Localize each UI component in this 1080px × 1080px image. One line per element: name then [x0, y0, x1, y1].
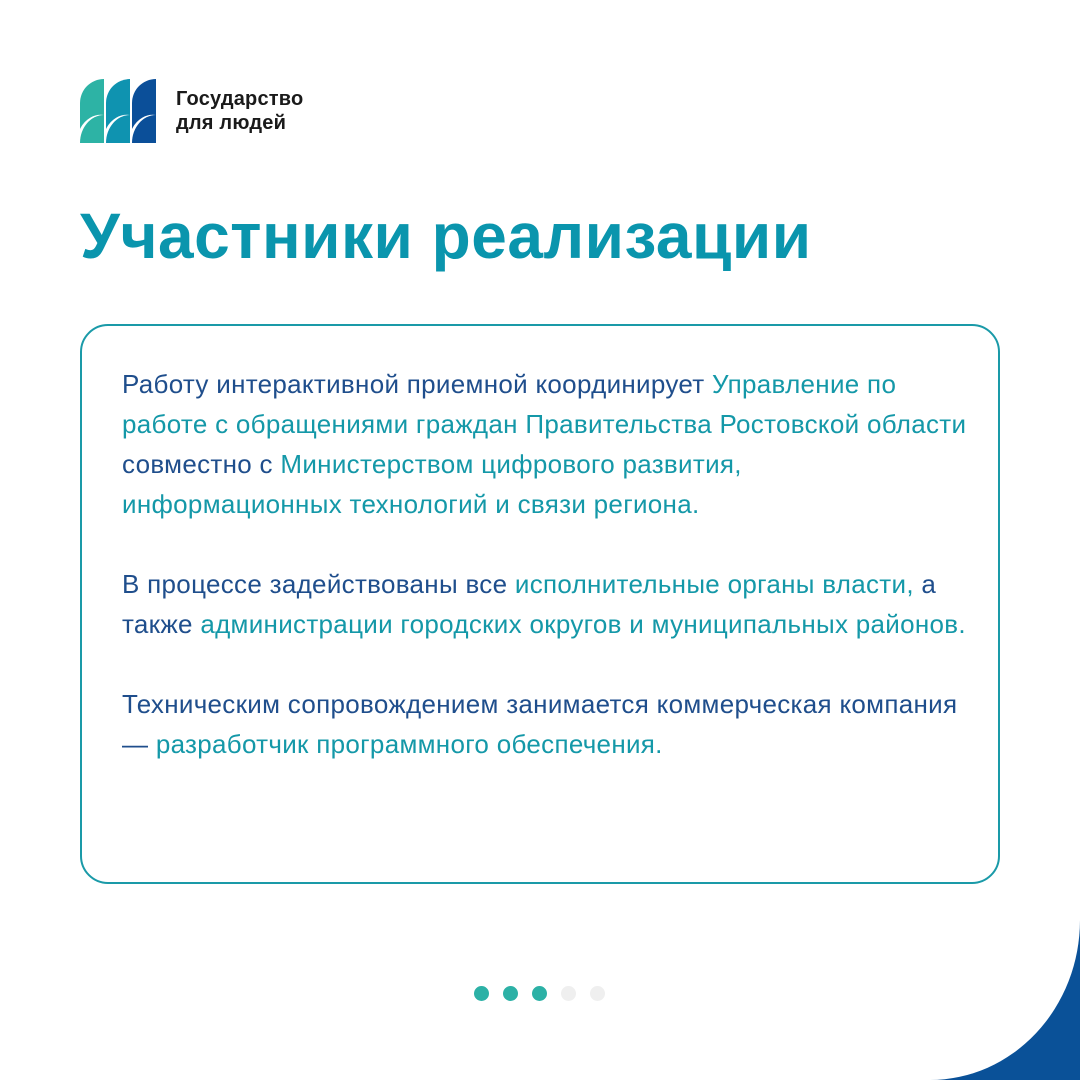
highlight-segment: Министерством цифрового развития, информационных технологий и связи региона. — [122, 449, 742, 519]
text-segment: совместно с — [122, 449, 281, 479]
highlight-segment: Управление по работе с обращениями граждан Правительства Ростовской области — [122, 369, 967, 439]
paragraph-technical-support — [122, 684, 968, 764]
brand-logo — [80, 79, 303, 143]
highlight-segment: исполнительные органы власти, — [514, 569, 914, 599]
text-segment: В процессе задействованы все — [122, 569, 515, 599]
brand-name — [176, 87, 303, 135]
highlight-segment: разработчик программного обеспечения. — [155, 729, 663, 759]
text-segment: а также — [122, 569, 937, 639]
pagination-dot-4[interactable] — [561, 986, 576, 1001]
pagination-dot-1[interactable] — [474, 986, 489, 1001]
corner-decoration — [920, 920, 1080, 1080]
paragraph-coordination — [122, 364, 968, 524]
logo-mark-icon — [80, 79, 156, 143]
pagination-dot-5[interactable] — [590, 986, 605, 1001]
pagination-dots — [474, 986, 605, 1001]
pagination-dot-3[interactable] — [532, 986, 547, 1001]
page-title: Участники реализации — [80, 200, 812, 272]
highlight-segment: администрации городских округов и муниципальных районов. — [200, 609, 966, 639]
text-segment: Работу интерактивной приемной координирует — [122, 369, 712, 399]
info-card — [80, 324, 1000, 884]
text-segment: Техническим сопровождением занимается коммерческая компания — — [122, 689, 958, 759]
brand-name-line1: Государство — [176, 88, 304, 110]
brand-name-line2: для людей — [176, 112, 287, 134]
paragraph-participants — [122, 564, 968, 644]
pagination-dot-2[interactable] — [503, 986, 518, 1001]
info-card-body — [122, 364, 968, 764]
